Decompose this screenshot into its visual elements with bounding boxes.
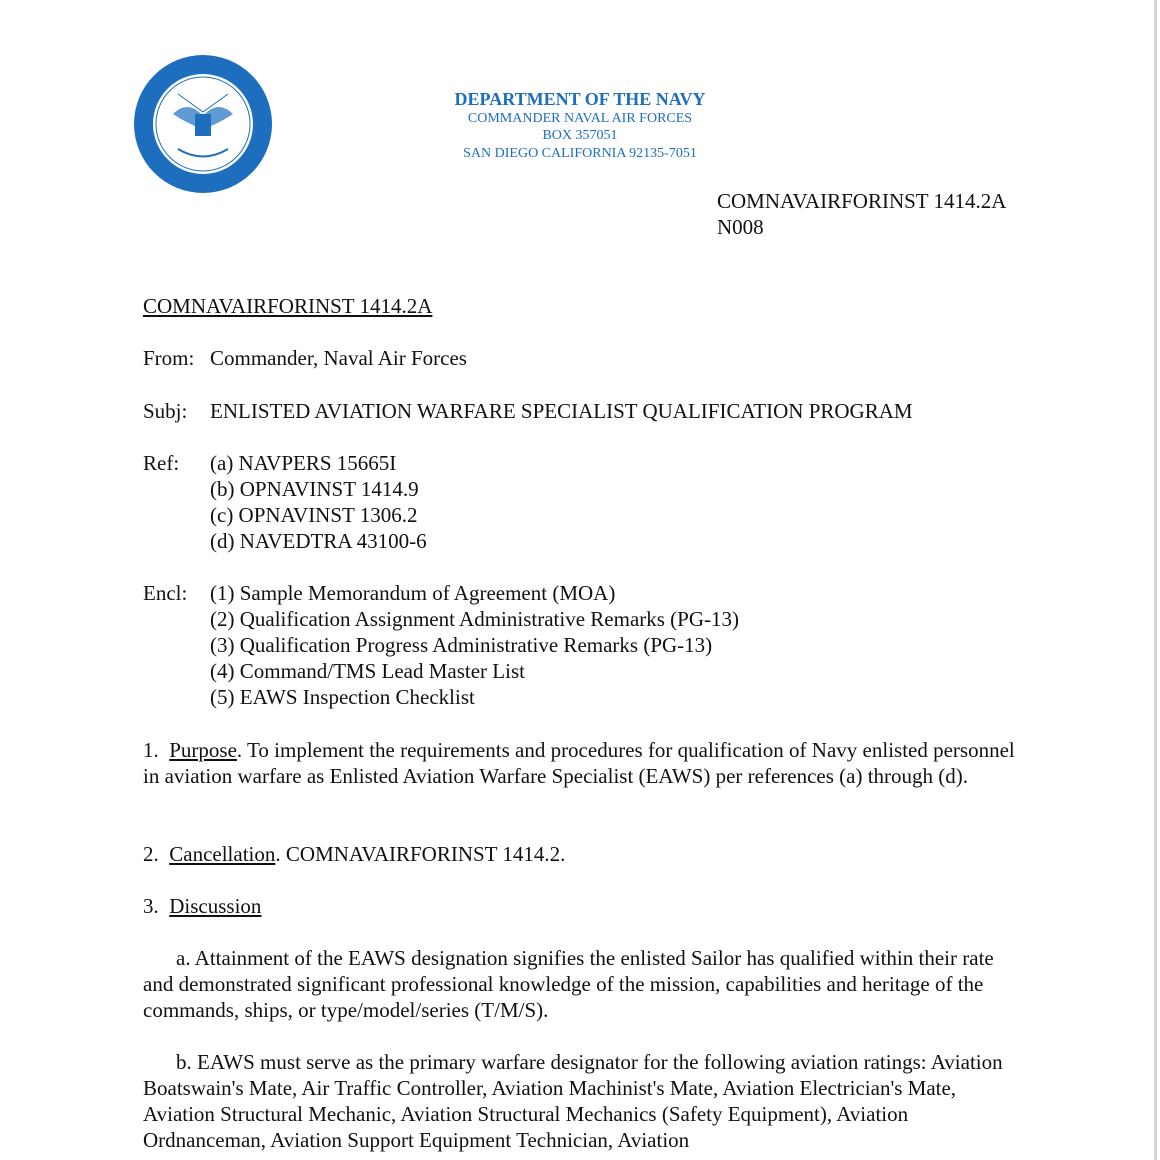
references [143, 450, 427, 554]
box-number: BOX 357051 [542, 128, 618, 143]
enclosures [143, 580, 739, 710]
para-number: 1. [143, 738, 159, 762]
para-heading: Cancellation [169, 842, 276, 866]
paragraph-purpose [143, 737, 1023, 789]
encl-item: (5) EAWS Inspection Checklist [210, 685, 475, 709]
department-of-defense-seal [133, 54, 273, 194]
para-heading: Discussion [169, 894, 262, 918]
subject-line [143, 398, 913, 424]
from-line [143, 345, 467, 371]
subject-label: Subj: [143, 399, 188, 423]
subparagraph-b: b. EAWS must serve as the primary warfare designator for the following aviation ratings: Aviation Boatswain's Mate, Air Traffic Controller, Aviation Machinist's Mate, Aviation Electrician's Mate, Aviation Structural Mechanic, Aviation Structural Mechanics (Safety Equipment), Aviation Ordnanceman, Aviation Support Equipment Technician, Aviation [143, 1050, 1003, 1152]
instruction-number: COMNAVAIRFORINST 1414.2A [717, 189, 1007, 213]
subject-value: ENLISTED AVIATION WARFARE SPECIALIST QUALIFICATION PROGRAM [210, 399, 913, 423]
ref-item: (b) OPNAVINST 1414.9 [210, 477, 419, 501]
command-name: COMMANDER NAVAL AIR FORCES [467, 111, 693, 126]
org-name: DEPARTMENT OF THE NAVY [454, 89, 706, 109]
paragraph-cancellation [143, 841, 1023, 867]
encl-item: (4) Command/TMS Lead Master List [210, 659, 525, 683]
from-value: Commander, Naval Air Forces [210, 346, 467, 370]
para-number: 2. [143, 842, 159, 866]
ident-block [717, 188, 1006, 240]
paragraph-discussion [143, 893, 1023, 919]
para-text: . To implement the requirements and procedures for qualification of Navy enlisted personnel in aviation warfare as Enlisted Aviation Warfare Specialist (EAWS) per references (a) through (d). [143, 738, 1015, 788]
document-title: COMNAVAIRFORINST 1414.2A [143, 294, 433, 318]
para-heading: Purpose [169, 738, 237, 762]
para-number: 3. [143, 894, 159, 918]
address: SAN DIEGO CALIFORNIA 92135-7051 [463, 146, 697, 161]
ref-item: (a) NAVPERS 15665I [210, 451, 397, 475]
encl-item: (3) Qualification Progress Administrative Remarks (PG-13) [210, 633, 713, 657]
office-code: N008 [717, 215, 764, 239]
encl-label: Encl: [143, 581, 188, 605]
page-edge [1154, 0, 1157, 1160]
ref-item: (d) NAVEDTRA 43100-6 [210, 529, 427, 553]
from-label: From: [143, 346, 195, 370]
subparagraph-a: a. Attainment of the EAWS designation signifies the enlisted Sailor has qualified within their rate and demonstrated significant professional knowledge of the mission, capabilities and heritage of the commands, ships, or type/model/series (T/M/S). [143, 946, 994, 1022]
ref-label: Ref: [143, 451, 180, 475]
ref-item: (c) OPNAVINST 1306.2 [210, 503, 418, 527]
para-text: . COMNAVAIRFORINST 1414.2. [275, 842, 566, 866]
encl-item: (1) Sample Memorandum of Agreement (MOA) [210, 581, 616, 605]
encl-item: (2) Qualification Assignment Administrative Remarks (PG-13) [210, 607, 739, 631]
